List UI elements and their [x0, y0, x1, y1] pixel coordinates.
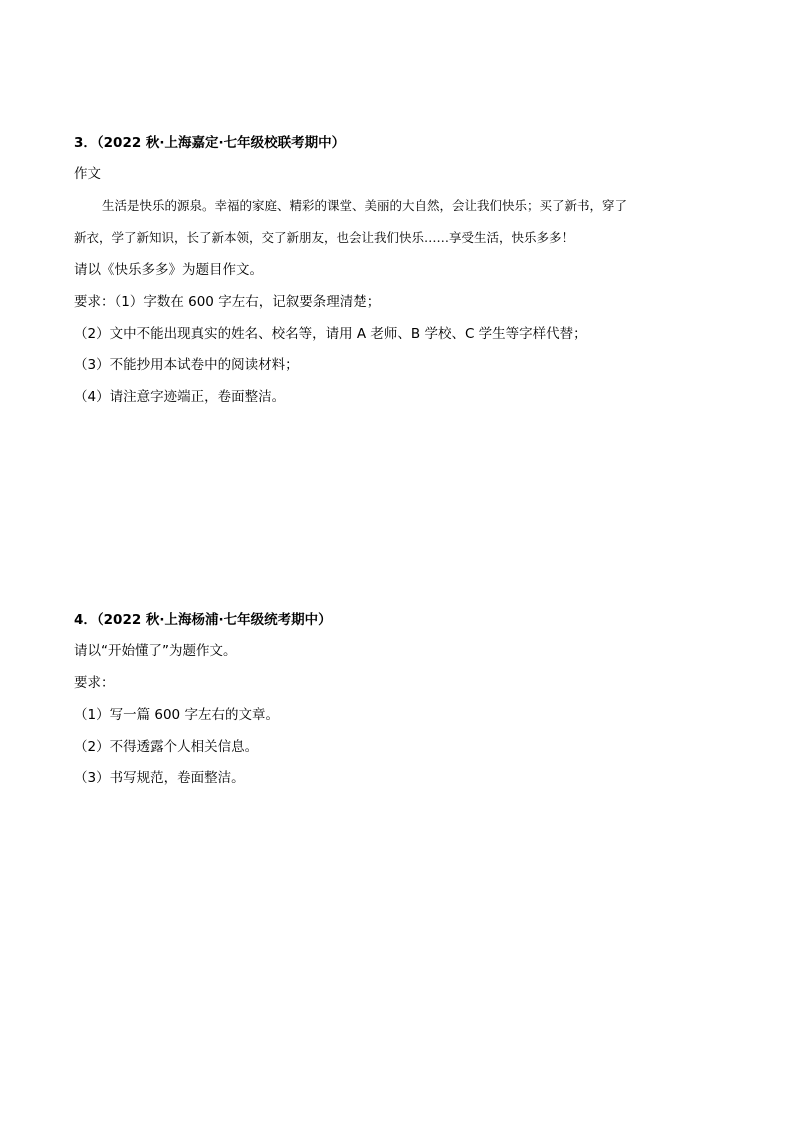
question-4-source: （2022 秋·上海杨浦·七年级统考期中） — [96, 612, 332, 628]
question-3-number: 3． — [74, 135, 97, 151]
question-3-requirement-4: （4）请注意字迹端正，卷面整洁。 — [74, 389, 286, 405]
question-4-requirement-label: 要求： — [74, 675, 115, 691]
question-3-requirement-1: 要求：（1）字数在 600 字左右，记叙要条理清楚； — [74, 294, 381, 310]
question-3-requirement-2: （2）文中不能出现真实的姓名、校名等，请用 A 老师、B 学校、C 学生等字样代替； — [74, 326, 587, 342]
passage-line-1: 生活是快乐的源泉。幸福的家庭、精彩的课堂、美丽的大自然，会让我们快乐；买了新书，穿了 — [102, 198, 628, 213]
question-3-source: （2022 秋·上海嘉定·七年级校联考期中） — [96, 135, 346, 151]
question-3-requirement-3: （3）不能抄用本试卷中的阅读材料； — [74, 357, 299, 373]
question-3-header — [74, 133, 345, 153]
question-3-prompt: 请以《快乐多多》为题目作文。 — [74, 262, 263, 278]
question-4-number: 4． — [74, 612, 97, 628]
passage-line-2: 新衣，学了新知识，长了新本领，交了新朋友，也会让我们快乐……享受生活，快乐多多！ — [74, 230, 575, 245]
question-3-type: 作文 — [74, 166, 101, 182]
question-4-requirement-1: （1）写一篇 600 字左右的文章。 — [74, 707, 279, 723]
question-4-prompt: 请以“开始懂了”为题作文。 — [74, 643, 237, 659]
question-4-header — [74, 610, 332, 630]
question-4-requirement-2: （2）不得透露个人相关信息。 — [74, 739, 259, 755]
question-3-passage — [74, 196, 724, 248]
question-4-requirement-3: （3）书写规范，卷面整洁。 — [74, 770, 245, 786]
